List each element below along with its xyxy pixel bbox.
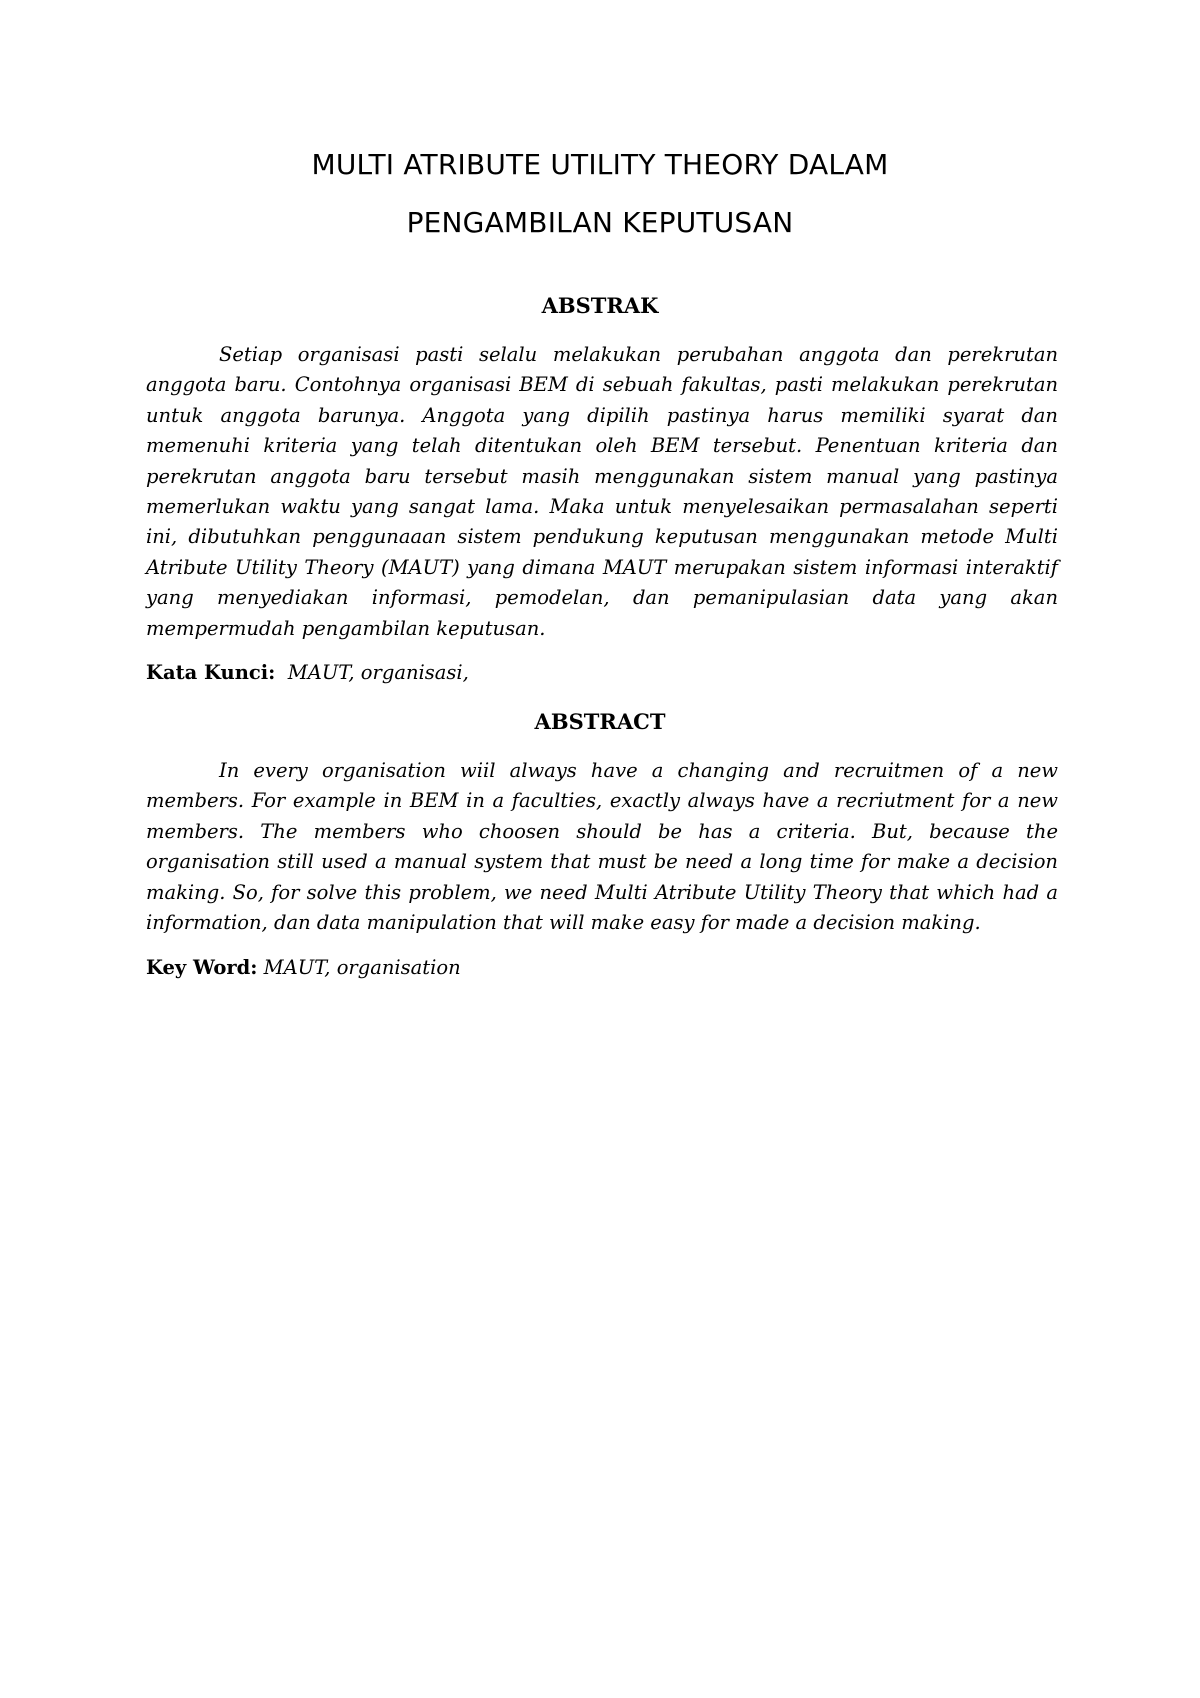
- abstrak-heading: ABSTRAK: [541, 293, 659, 318]
- document-title-line-1: MULTI ATRIBUTE UTILITY THEORY DALAM: [311, 148, 889, 181]
- abstract-heading: ABSTRACT: [534, 709, 666, 734]
- abstract-keywords: [146, 956, 1058, 979]
- abstract-body: In every organisation wiil always have a changing and recruitmen of a new members. For example in BEM in a faculties, exactly always have a recriutment for a new members. The members who choosen should be has a criteria. But, because the organisation still used a manual system that must be need a long time for make a decision making. So, for solve this problem, we need Multi Atribute Utility Theory that which had a information, dan data manipulation that will make easy for made a decision making.: [146, 759, 1058, 935]
- abstract-keywords-label: Key Word:: [146, 956, 258, 979]
- abstrak-body: Setiap organisasi pasti selalu melakukan perubahan anggota dan perekrutan anggota baru. Contohnya organisasi BEM di sebuah fakultas, pasti melakukan perekrutan untuk anggota barunya. Anggota yang dipilih pastinya harus memiliki syarat dan memenuhi kriteria yang telah ditentukan oleh BEM tersebut. Penentuan kriteria dan perekrutan anggota baru tersebut masih menggunakan sistem manual yang pastinya memerlukan waktu yang sangat lama. Maka untuk menyelesaikan permasalahan seperti ini, dibutuhkan penggunaaan sistem pendukung keputusan menggunakan metode Multi Atribute Utility Theory (MAUT) yang dimana MAUT merupakan sistem informasi interaktif yang menyediakan informasi, pemodelan, dan pemanipulasian data yang akan mempermudah pengambilan keputusan.: [146, 343, 1058, 640]
- abstract-keywords-value: MAUT, organisation: [263, 956, 461, 979]
- abstrak-keywords-label: Kata Kunci:: [146, 661, 276, 684]
- abstrak-keywords-value: MAUT, organisasi,: [287, 661, 469, 684]
- document-title-line-2: PENGAMBILAN KEPUTUSAN: [406, 206, 794, 239]
- abstrak-keywords: [146, 661, 1058, 684]
